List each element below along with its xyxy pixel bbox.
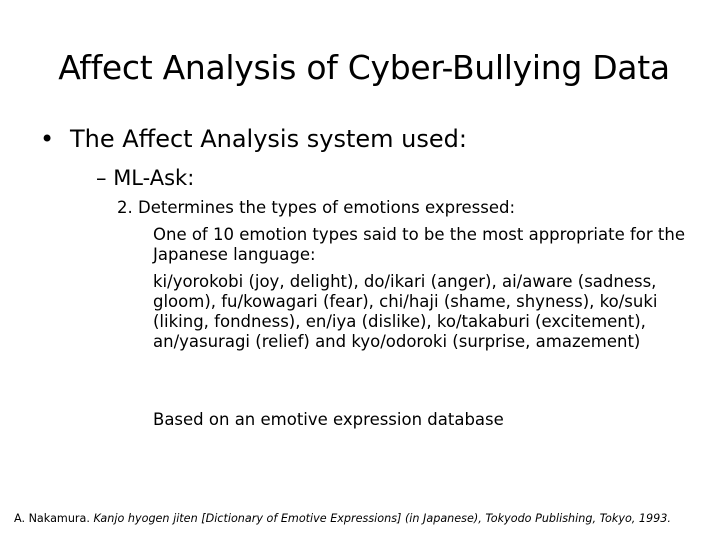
numbered-item: 2. Determines the types of emotions expressed: bbox=[117, 198, 516, 217]
sub-bullet-text: ML-Ask: bbox=[113, 166, 195, 190]
slide-title: Affect Analysis of Cyber-Bullying Data bbox=[58, 48, 670, 87]
bullet-text: The Affect Analysis system used: bbox=[70, 125, 467, 153]
sub-bullet-item bbox=[96, 165, 194, 191]
paragraph-emotion-list: ki/yorokobi (joy, delight), do/ikari (anger), ai/aware (sadness, gloom), fu/kowagari (fear), chi/haji (shame, shyness), ko/suki (liking, fondness), en/iya (dislike), ko/takaburi (excitement), an/yasuragi (relief) and kyo/odoroki (surprise, amazement) bbox=[153, 272, 658, 351]
footnote-author: A. Nakamura. bbox=[14, 512, 90, 525]
bullet-icon: • bbox=[40, 125, 55, 153]
footnote-title: Kanjo hyogen jiten [Dictionary of Emotive Expressions] (in Japanese), Tokyodo Publishing, Tokyo, 1993. bbox=[93, 512, 671, 525]
bullet-item bbox=[40, 124, 467, 154]
footnote-citation bbox=[14, 512, 671, 526]
paragraph-emotion-types: One of 10 emotion types said to be the most appropriate for the Japanese language: bbox=[153, 225, 685, 264]
paragraph-database: Based on an emotive expression database bbox=[153, 410, 504, 429]
dash-icon: – bbox=[96, 166, 107, 190]
